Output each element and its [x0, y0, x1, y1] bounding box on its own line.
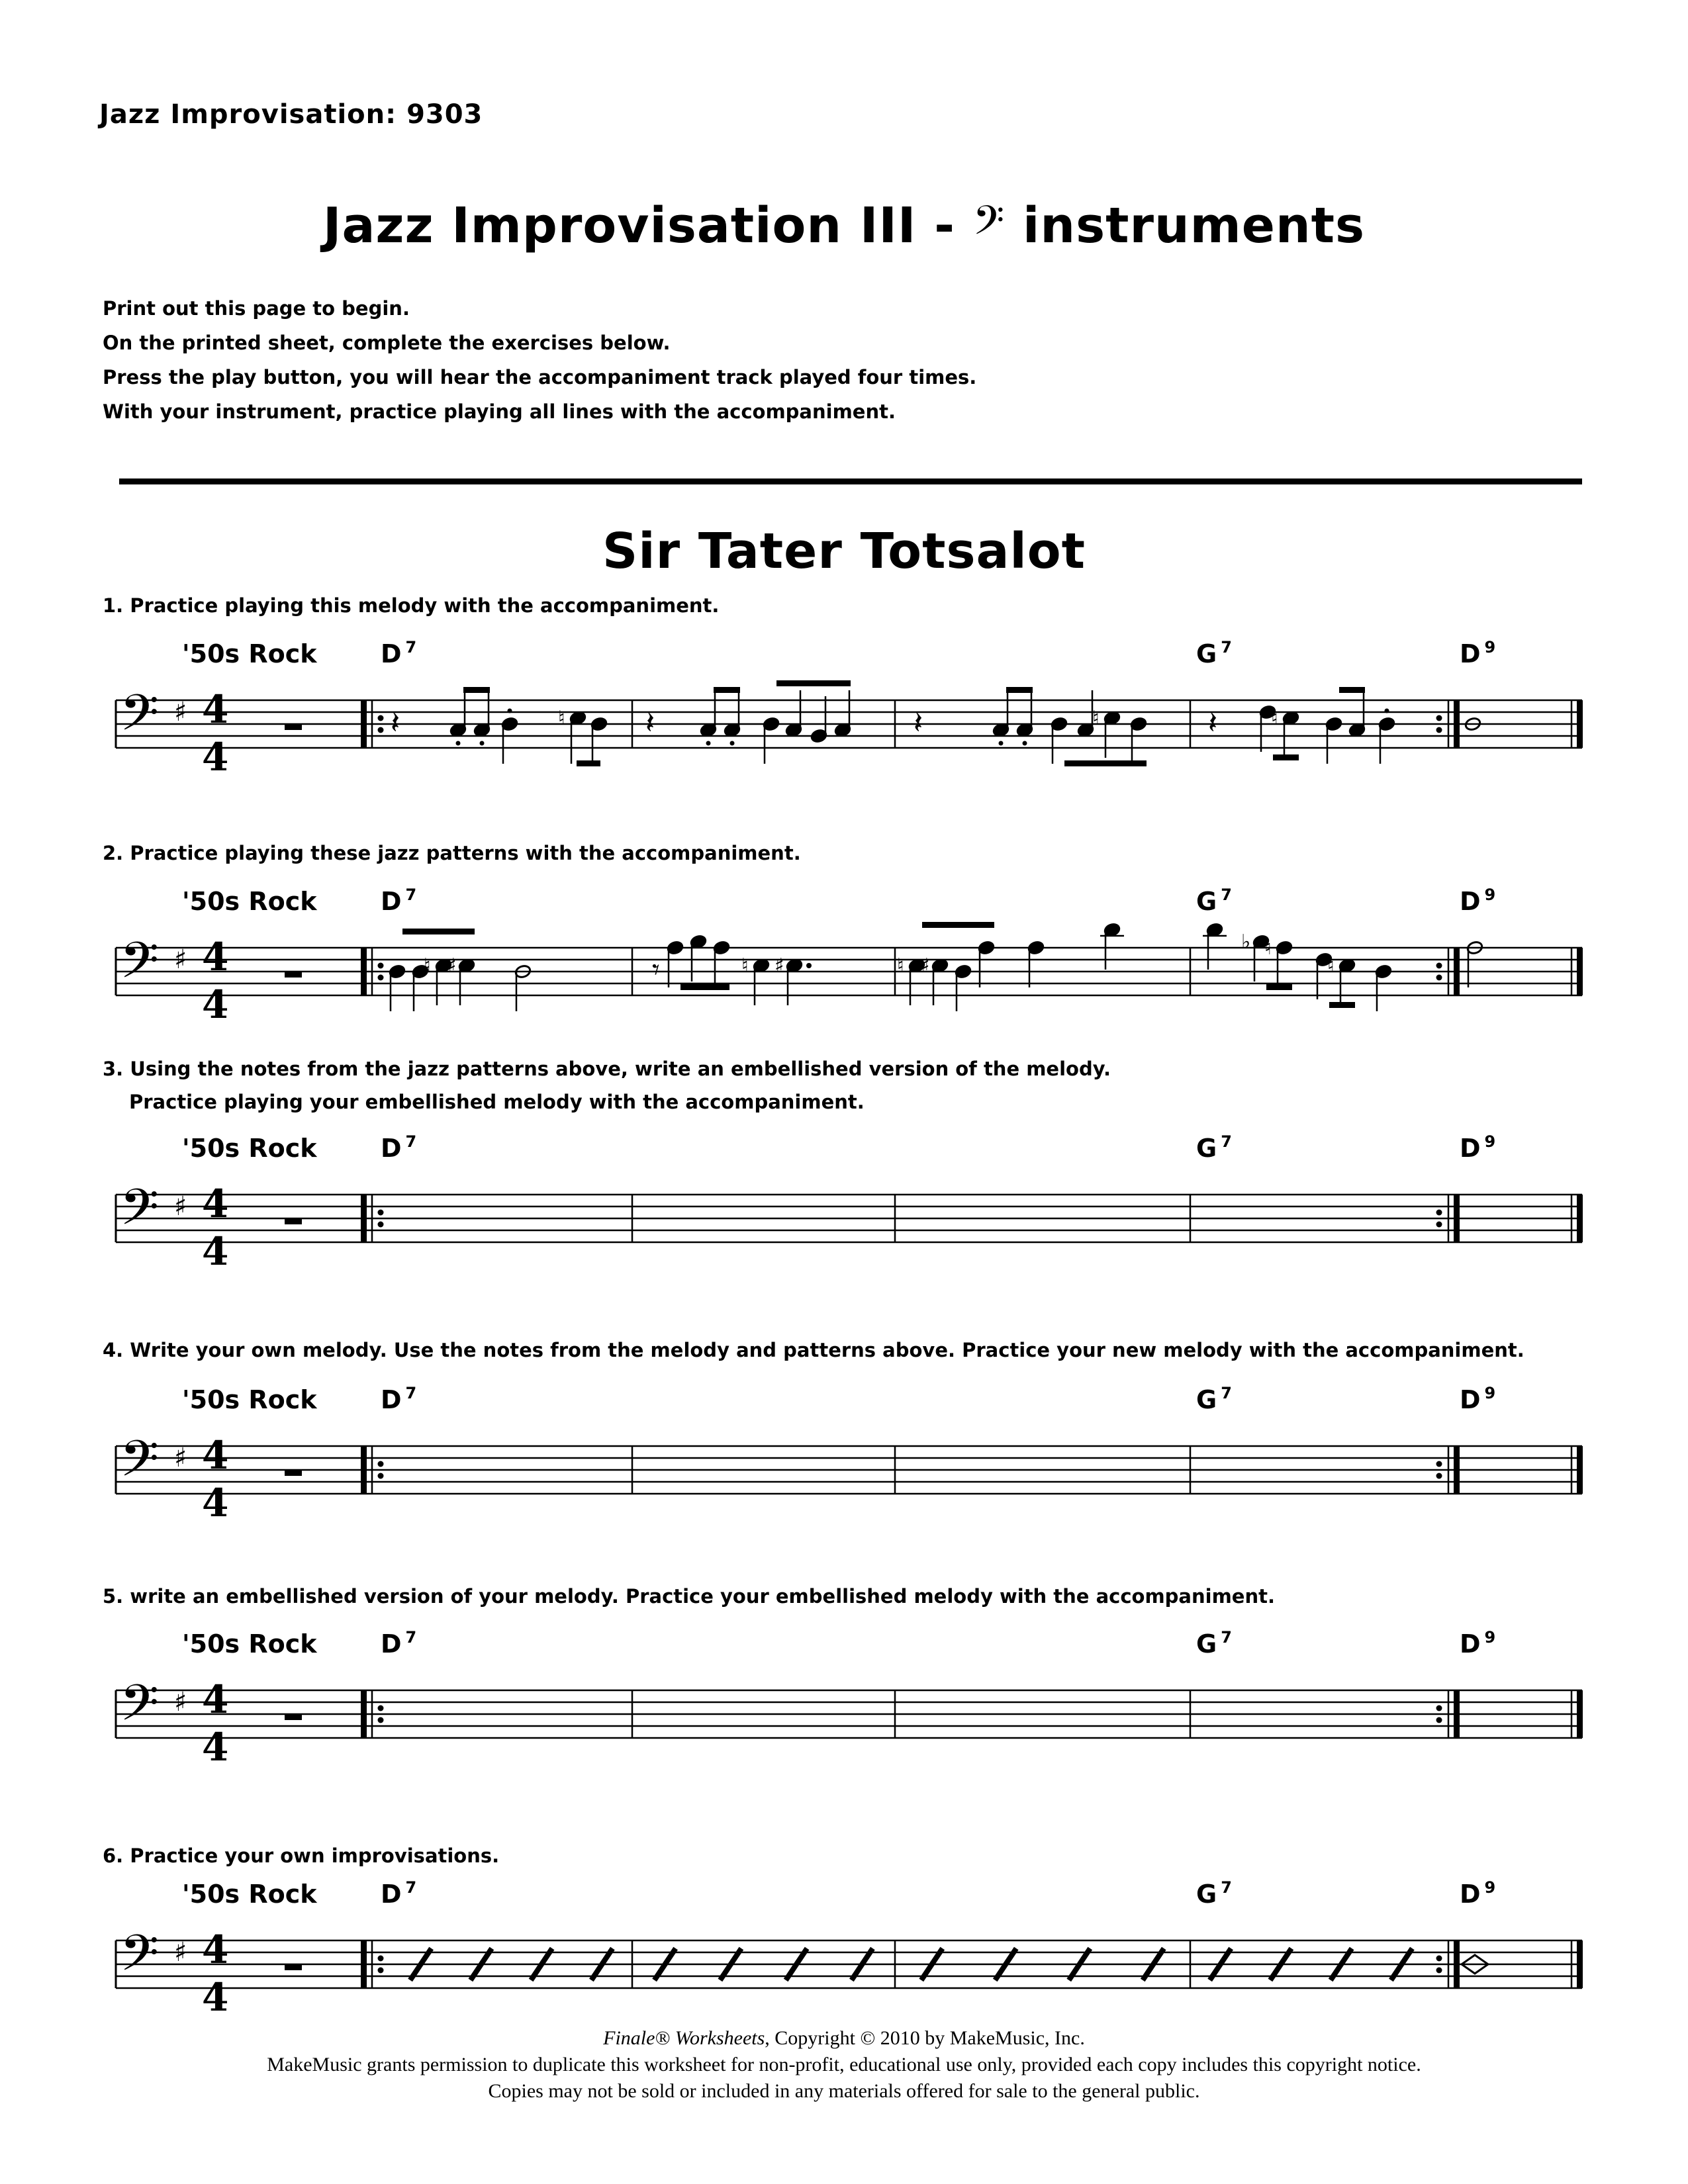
repeat-dot	[378, 727, 384, 733]
repeat-end-bar	[1454, 948, 1460, 995]
page-header: Jazz Improvisation: 9303	[99, 99, 483, 130]
time-signature-bottom: 4	[202, 1480, 229, 1525]
exercise-2-label: 2. Practice playing these jazz patterns with the accompaniment.	[103, 842, 801, 864]
augmentation-dot	[806, 963, 812, 968]
repeat-dot	[378, 715, 384, 721]
repeat-dot	[378, 1222, 384, 1228]
chord-symbol: G $^7$	[1196, 1628, 1232, 1659]
exercise-5-label: 5. write an embellished version of your melody. Practice your embellished melody with the accompaniment.	[103, 1585, 1275, 1608]
exercise-3-label: 3. Using the notes from the jazz patterns above, write an embellished version of the melody.	[103, 1058, 1111, 1080]
chord-symbol: D $^7$	[381, 886, 417, 916]
rest-icon	[285, 1964, 302, 1970]
accidental: ♭	[1241, 931, 1251, 954]
rest-icon: 𝄽	[391, 705, 400, 741]
repeat-start-bar	[361, 1690, 367, 1738]
final-bar	[1577, 1446, 1583, 1494]
time-signature-bottom: 4	[202, 735, 229, 780]
chord-symbol: D $^9$	[1460, 1628, 1496, 1659]
staccato-dot	[706, 741, 711, 746]
staff-system-slashes	[0, 1902, 1688, 2034]
style-label: '50s Rock	[182, 1134, 317, 1163]
chord-symbol: D $^7$	[381, 1132, 417, 1163]
key-signature-sharp: ♯	[174, 697, 187, 727]
title-prefix: Jazz Improvisation III -	[322, 197, 955, 254]
bass-clef-icon: 𝄢	[120, 1924, 160, 1995]
chord-symbol: D $^7$	[381, 638, 417, 668]
exercise-3-label-2: Practice playing your embellished melody with the accompaniment.	[129, 1091, 865, 1113]
instruction-line: Press the play button, you will hear the accompaniment track played four times.	[103, 366, 977, 388]
style-label: '50s Rock	[182, 1880, 317, 1909]
footer-line-3: Copies may not be sold or included in any materials offered for sale to the general public.	[488, 2080, 1200, 2102]
bass-clef-icon: 𝄢	[120, 1178, 160, 1249]
repeat-dot	[378, 1461, 384, 1467]
repeat-dot	[378, 1968, 384, 1974]
copyright-footer	[0, 2025, 1688, 2105]
repeat-end-bar	[1454, 700, 1460, 748]
repeat-dot	[378, 1956, 384, 1962]
chord-symbol: D $^9$	[1460, 886, 1496, 916]
repeat-dot	[1436, 1956, 1442, 1962]
repeat-dot	[1436, 1968, 1442, 1974]
beam	[680, 984, 729, 990]
final-bar	[1577, 1195, 1583, 1242]
time-signature-bottom: 4	[202, 1725, 229, 1770]
beam	[714, 687, 740, 693]
beam	[1064, 760, 1147, 766]
accidental: ♮	[1327, 954, 1335, 978]
footer-line-1: Finale® Worksheets, Copyright © 2010 by MakeMusic, Inc.	[603, 2027, 1085, 2049]
repeat-dot	[378, 1706, 384, 1711]
style-label: '50s Rock	[182, 639, 317, 668]
beam	[577, 760, 600, 766]
repeat-end-bar	[1454, 1195, 1460, 1242]
repeat-dot	[1436, 715, 1442, 721]
chord-symbol: D $^7$	[381, 1384, 417, 1414]
instruction-line: With your instrument, practice playing all lines with the accompaniment.	[103, 400, 896, 423]
key-signature-sharp: ♯	[174, 944, 187, 975]
staccato-dot	[1023, 741, 1027, 746]
repeat-start-bar	[361, 1446, 367, 1494]
accidental: ♯	[920, 954, 930, 978]
time-signature-bottom: 4	[202, 1229, 229, 1274]
accidental: ♮	[1271, 707, 1278, 730]
instruction-line: On the printed sheet, complete the exercises below.	[103, 332, 671, 354]
chord-symbol: G $^7$	[1196, 638, 1232, 668]
title-suffix: instruments	[1023, 197, 1366, 254]
rest-icon	[285, 972, 302, 978]
song-title: Sir Tater Totsalot	[602, 523, 1086, 580]
repeat-start-bar	[361, 1940, 367, 1988]
final-bar	[1577, 1940, 1583, 1988]
key-signature-sharp: ♯	[174, 1191, 187, 1222]
staff-system-blank	[0, 1652, 1688, 1784]
chord-symbol: D $^9$	[1460, 1132, 1496, 1163]
rest-icon: 𝄽	[645, 705, 655, 741]
rest-icon	[285, 1714, 302, 1720]
beam	[463, 687, 490, 693]
page-title	[0, 197, 1688, 255]
time-signature-bottom: 4	[202, 1975, 229, 2020]
accidental: ♯	[774, 954, 784, 978]
staccato-dot	[730, 741, 735, 746]
chord-symbol: G $^7$	[1196, 886, 1232, 916]
beam	[1266, 984, 1292, 990]
repeat-dot	[1436, 1210, 1442, 1216]
time-signature-top: 4	[202, 1181, 229, 1226]
repeat-dot	[1436, 1473, 1442, 1479]
staff-system-blank	[0, 1156, 1688, 1289]
key-signature-sharp: ♯	[174, 1687, 187, 1717]
beam	[1006, 687, 1033, 693]
staccato-dot	[456, 741, 461, 746]
rest-icon: 𝄾	[652, 953, 660, 987]
chord-symbol: G $^7$	[1196, 1132, 1232, 1163]
repeat-dot	[1436, 1461, 1442, 1467]
rest-icon	[285, 1470, 302, 1476]
time-signature-bottom: 4	[202, 982, 229, 1027]
repeat-start-bar	[361, 1195, 367, 1242]
accidental: ♮	[897, 954, 904, 978]
repeat-dot	[1436, 1222, 1442, 1228]
staff-system-jazz-patterns	[0, 909, 1688, 1042]
bass-clef-icon: 𝄢	[120, 1430, 160, 1500]
repeat-dot	[378, 1473, 384, 1479]
bass-clef-icon: 𝄢	[120, 1674, 160, 1745]
final-bar	[1577, 700, 1583, 748]
divider	[119, 478, 1582, 484]
exercise-4-label: 4. Write your own melody. Use the notes from the melody and patterns above. Practice your new melody with the accompaniment.	[103, 1339, 1524, 1361]
bass-clef-icon: 𝄢	[120, 684, 160, 754]
accidental: ♮	[741, 954, 749, 978]
style-label: '50s Rock	[182, 1629, 317, 1659]
exercise-6-label: 6. Practice your own improvisations.	[103, 1844, 500, 1867]
chord-symbol: G $^7$	[1196, 1878, 1232, 1909]
instructions	[103, 291, 976, 429]
final-bar	[1577, 948, 1583, 995]
repeat-start-bar	[361, 948, 367, 995]
repeat-end-bar	[1454, 1940, 1460, 1988]
rest-icon	[285, 724, 302, 730]
beam	[776, 680, 851, 686]
chord-symbol: G $^7$	[1196, 1384, 1232, 1414]
key-signature-sharp: ♯	[174, 1443, 187, 1473]
time-signature-top: 4	[202, 934, 229, 979]
time-signature-top: 4	[202, 687, 229, 732]
rest-icon: 𝄽	[914, 705, 923, 741]
beam	[1329, 1002, 1355, 1008]
staff-system-blank	[0, 1408, 1688, 1540]
repeat-end-bar	[1454, 1446, 1460, 1494]
staccato-dot	[480, 741, 485, 746]
instruction-line: Print out this page to begin.	[103, 297, 410, 320]
chord-symbol: D $^9$	[1460, 1384, 1496, 1414]
rest-icon	[285, 1218, 302, 1224]
bass-clef-icon: 𝄢	[972, 197, 1006, 254]
repeat-dot	[1436, 975, 1442, 981]
exercise-1-label: 1. Practice playing this melody with the accompaniment.	[103, 594, 720, 617]
accidental: ♮	[558, 707, 565, 730]
repeat-dot	[1436, 1717, 1442, 1723]
accidental: ♮	[1264, 936, 1272, 960]
staccato-dot	[1385, 709, 1389, 713]
beam	[1339, 687, 1365, 693]
accidental: ♮	[424, 954, 431, 978]
key-signature-sharp: ♯	[174, 1937, 187, 1968]
chord-symbol: D $^7$	[381, 1628, 417, 1659]
accidental: ♯	[447, 954, 457, 978]
time-signature-top: 4	[202, 1677, 229, 1722]
repeat-dot	[1436, 963, 1442, 969]
style-label: '50s Rock	[182, 887, 317, 916]
repeat-end-bar	[1454, 1690, 1460, 1738]
beam	[922, 922, 994, 928]
beam	[1273, 754, 1299, 760]
repeat-dot	[1436, 1706, 1442, 1711]
repeat-start-bar	[361, 700, 367, 748]
time-signature-top: 4	[202, 1927, 229, 1972]
beam	[402, 929, 475, 934]
chord-symbol: D $^7$	[381, 1878, 417, 1909]
staccato-dot	[999, 741, 1004, 746]
bass-clef-icon: 𝄢	[120, 931, 160, 1002]
final-bar	[1577, 1690, 1583, 1738]
repeat-dot	[378, 975, 384, 981]
repeat-dot	[378, 1210, 384, 1216]
time-signature-top: 4	[202, 1433, 229, 1478]
rest-icon: 𝄽	[1208, 705, 1218, 741]
style-label: '50s Rock	[182, 1385, 317, 1414]
staccato-dot	[508, 709, 512, 713]
repeat-dot	[378, 1717, 384, 1723]
staff-system-melody	[0, 662, 1688, 794]
accidental: ♮	[1092, 707, 1100, 730]
repeat-dot	[378, 963, 384, 969]
footer-line-2: MakeMusic grants permission to duplicate this worksheet for non-profit, educational use only, provided each copy includes this copyright notice.	[267, 2054, 1421, 2075]
chord-symbol: D $^9$	[1460, 638, 1496, 668]
repeat-dot	[1436, 727, 1442, 733]
chord-symbol: D $^9$	[1460, 1878, 1496, 1909]
